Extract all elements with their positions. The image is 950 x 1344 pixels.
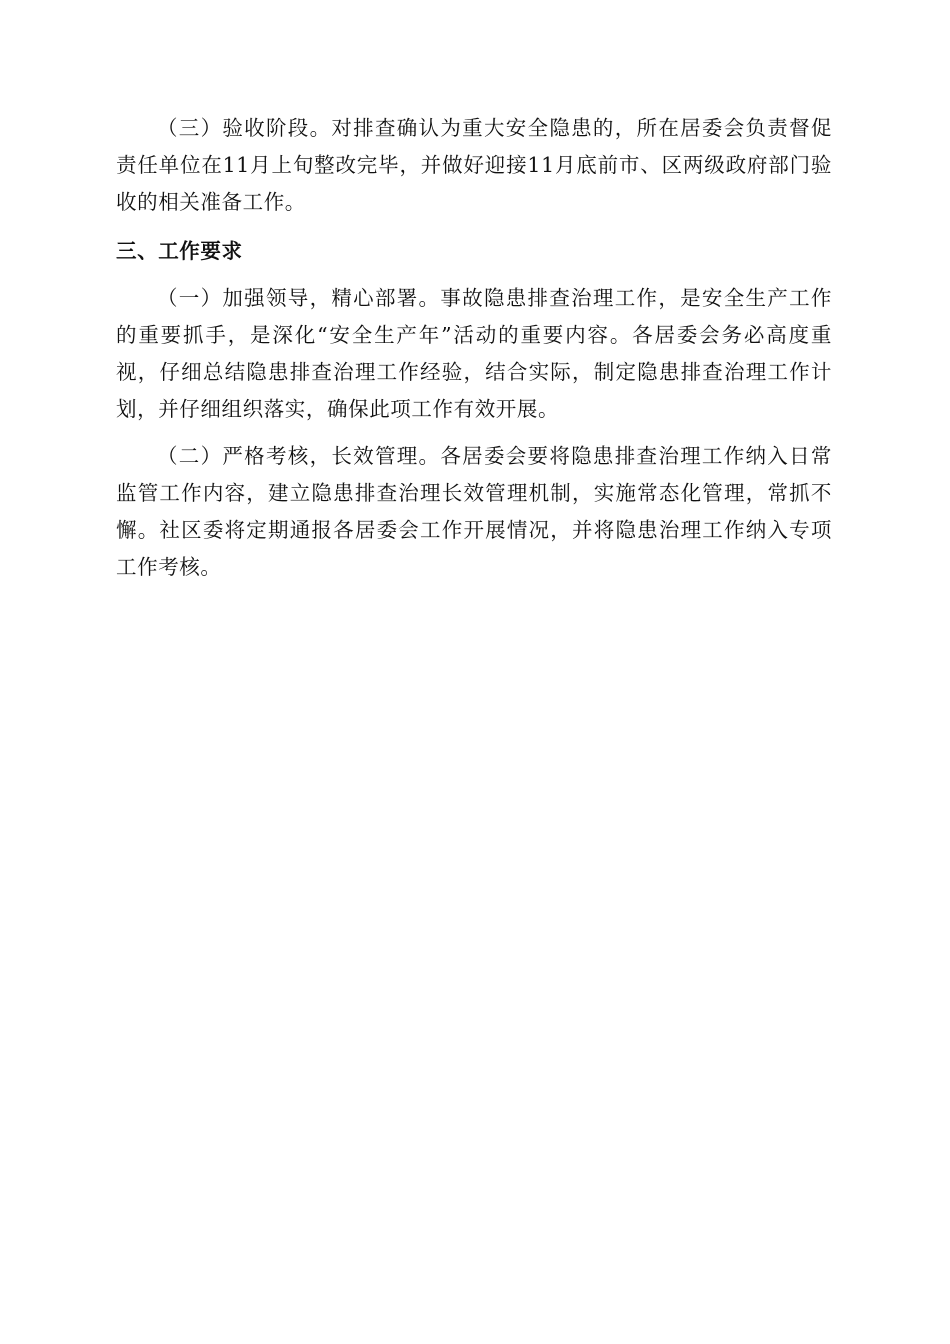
paragraph-requirement-two: （二）严格考核，长效管理。各居委会要将隐患排查治理工作纳入日常监管工作内容，建立隐患排查治理长效管理机制，实施常态化管理，常抓不懈。社区委将定期通报各居委会工作开展情况，并将隐患治理工作纳入专项工作考核。 [116, 444, 832, 579]
paragraph-requirement-one: （一）加强领导，精心部署。事故隐患排查治理工作，是安全生产工作的重要抓手，是深化“安全生产年”活动的重要内容。各居委会务必高度重视，仔细总结隐患排查治理工作经验，结合实际，制定隐患排查治理工作计划，并仔细组织落实，确保此项工作有效开展。 [116, 286, 832, 421]
section-heading-work-requirements: 三、工作要求 [116, 239, 243, 263]
document-body [116, 110, 832, 596]
paragraph-acceptance-stage: （三）验收阶段。对排查确认为重大安全隐患的，所在居委会负责督促责任单位在11月上旬整改完毕，并做好迎接11月底前市、区两级政府部门验收的相关准备工作。 [116, 116, 832, 214]
